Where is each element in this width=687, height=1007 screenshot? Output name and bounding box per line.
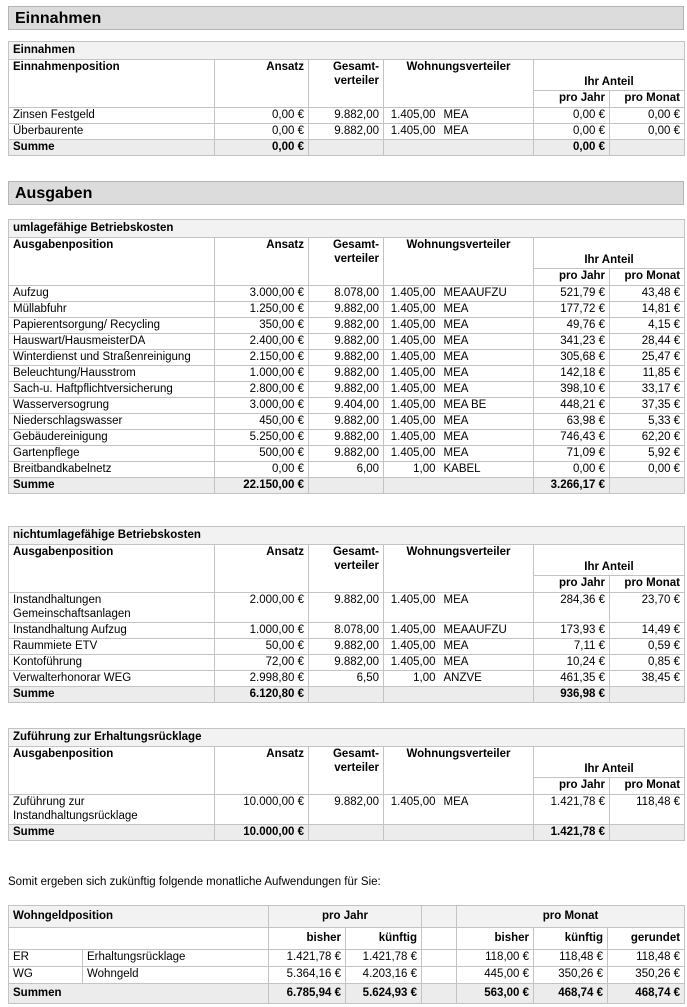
pro-monat-value: 23,70 € [610, 593, 685, 623]
pro-jahr-value: 49,76 € [534, 318, 610, 334]
pro-jahr-value: 1.421,78 € [534, 795, 610, 825]
wohnungsverteiler-value: 1.405,00 [384, 639, 440, 655]
position-name: Verwalterhonorar WEG [9, 671, 215, 687]
empty-cell [309, 687, 384, 703]
empty-cell [384, 140, 534, 156]
wohnungsverteiler-header: Wohnungsverteiler [384, 60, 534, 108]
table-row [9, 655, 685, 671]
position-name: Gebäudereinigung [9, 430, 215, 446]
wohnungsverteiler-value: 1.405,00 [384, 334, 440, 350]
verteiler-key: MEA [440, 795, 534, 825]
gesamtverteiler-header: Gesamt-verteiler [309, 238, 384, 286]
monat-kuenftig-value: 350,26 € [534, 967, 608, 984]
gesamtverteiler-value: 9.882,00 [309, 318, 384, 334]
pro-monat-value: 5,33 € [610, 414, 685, 430]
position-name: Aufzug [9, 286, 215, 302]
ihr-anteil-header: Ihr Anteil [534, 747, 685, 778]
verteiler-key: MEA [440, 366, 534, 382]
position-name: Erhaltungsrücklage [83, 950, 269, 967]
wohnungsverteiler-value: 1,00 [384, 462, 440, 478]
verteiler-key: MEA [440, 655, 534, 671]
pro-jahr-value: 305,68 € [534, 350, 610, 366]
ansatz-value: 5.250,00 € [215, 430, 309, 446]
position-name: Raummiete ETV [9, 639, 215, 655]
pro-jahr-sum: 3.266,17 € [534, 478, 610, 494]
pro-jahr-value: 142,18 € [534, 366, 610, 382]
pro-jahr-sum: 0,00 € [534, 140, 610, 156]
verteiler-key: MEA [440, 108, 534, 124]
table-row [9, 462, 685, 478]
pro-monat-value: 0,59 € [610, 639, 685, 655]
summe-row [9, 825, 685, 841]
table-title: Zuführung zur Erhaltungsrücklage [9, 729, 685, 747]
spacer-cell [422, 928, 457, 950]
empty-cell [9, 928, 269, 950]
position-code: WG [9, 967, 83, 984]
pro-monat-value: 28,44 € [610, 334, 685, 350]
pro-monat-header: pro Monat [610, 269, 685, 286]
summe-row [9, 140, 685, 156]
position-name: Kontoführung [9, 655, 215, 671]
pro-jahr-value: 177,72 € [534, 302, 610, 318]
gerundet-value: 350,26 € [608, 967, 685, 984]
ihr-anteil-header: Ihr Anteil [534, 545, 685, 576]
position-header: Ausgabenposition [9, 238, 215, 286]
ansatz-value: 2.998,80 € [215, 671, 309, 687]
nichtumlagefaehige-betriebskosten-table [8, 526, 685, 703]
wohnungsverteiler-value: 1.405,00 [384, 398, 440, 414]
jahr-bisher-sum: 6.785,94 € [269, 984, 346, 1004]
monat-kuenftig-header: künftig [534, 928, 608, 950]
pro-monat-value: 33,17 € [610, 382, 685, 398]
verteiler-key: ANZVE [440, 671, 534, 687]
summe-label: Summe [9, 478, 215, 494]
wohnungsverteiler-value: 1.405,00 [384, 366, 440, 382]
empty-cell [384, 687, 534, 703]
table-title: umlagefähige Betriebskosten [9, 220, 685, 238]
wohngeld-summary-table [8, 905, 685, 1004]
table-row [9, 430, 685, 446]
pro-jahr-header: pro Jahr [534, 91, 610, 108]
pro-monat-header: pro Monat [457, 906, 685, 928]
pro-jahr-value: 63,98 € [534, 414, 610, 430]
monat-bisher-value: 118,00 € [457, 950, 534, 967]
position-header: Ausgabenposition [9, 545, 215, 593]
table-row [9, 366, 685, 382]
gesamtverteiler-value: 6,50 [309, 671, 384, 687]
verteiler-key: MEA [440, 334, 534, 350]
section-title-einnahmen: Einnahmen [8, 6, 684, 30]
pro-jahr-value: 398,10 € [534, 382, 610, 398]
empty-cell [384, 478, 534, 494]
verteiler-key: MEA BE [440, 398, 534, 414]
pro-jahr-sum: 1.421,78 € [534, 825, 610, 841]
verteiler-key: MEA [440, 414, 534, 430]
verteiler-key: MEA [440, 350, 534, 366]
empty-cell [309, 825, 384, 841]
summe-label: Summe [9, 140, 215, 156]
gesamtverteiler-value: 9.882,00 [309, 593, 384, 623]
pro-jahr-sum: 936,98 € [534, 687, 610, 703]
pro-monat-value: 25,47 € [610, 350, 685, 366]
gesamtverteiler-header: Gesamt-verteiler [309, 545, 384, 593]
pro-monat-value: 4,15 € [610, 318, 685, 334]
ihr-anteil-header: Ihr Anteil [534, 238, 685, 269]
pro-monat-value: 0,85 € [610, 655, 685, 671]
summe-label: Summe [9, 825, 215, 841]
summe-label: Summe [9, 687, 215, 703]
ansatz-value: 500,00 € [215, 446, 309, 462]
jahr-kuenftig-header: künftig [346, 928, 422, 950]
pro-jahr-value: 284,36 € [534, 593, 610, 623]
wohnungsverteiler-value: 1.405,00 [384, 286, 440, 302]
jahr-kuenftig-sum: 5.624,93 € [346, 984, 422, 1004]
ansatz-value: 72,00 € [215, 655, 309, 671]
wohnungsverteiler-header: Wohnungsverteiler [384, 238, 534, 286]
gesamtverteiler-value: 6,00 [309, 462, 384, 478]
position-name: Papierentsorgung/ Recycling [9, 318, 215, 334]
table-row [9, 593, 685, 623]
ansatz-value: 1.250,00 € [215, 302, 309, 318]
pro-jahr-value: 7,11 € [534, 639, 610, 655]
wohnungsverteiler-value: 1.405,00 [384, 655, 440, 671]
pro-jahr-header: pro Jahr [534, 778, 610, 795]
monat-bisher-value: 445,00 € [457, 967, 534, 984]
wohnungsverteiler-header: Wohnungsverteiler [384, 747, 534, 795]
empty-cell [610, 825, 685, 841]
pro-jahr-value: 341,23 € [534, 334, 610, 350]
ansatz-value: 1.000,00 € [215, 623, 309, 639]
wohnungsverteiler-value: 1.405,00 [384, 350, 440, 366]
position-name: Wohngeld [83, 967, 269, 984]
position-name: Breitbandkabelnetz [9, 462, 215, 478]
position-header: Einnahmenposition [9, 60, 215, 108]
verteiler-key: MEA [440, 124, 534, 140]
table-row [9, 350, 685, 366]
spacer-cell [422, 906, 457, 928]
summe-row [9, 478, 685, 494]
table-row [9, 382, 685, 398]
table-title: Einnahmen [9, 42, 685, 60]
gesamtverteiler-value: 9.882,00 [309, 124, 384, 140]
gesamtverteiler-value: 9.882,00 [309, 382, 384, 398]
ansatz-value: 2.800,00 € [215, 382, 309, 398]
erhaltungsruecklage-table [8, 728, 685, 841]
ansatz-value: 0,00 € [215, 108, 309, 124]
gesamtverteiler-value: 9.882,00 [309, 639, 384, 655]
gesamtverteiler-value: 8.078,00 [309, 623, 384, 639]
position-name: Müllabfuhr [9, 302, 215, 318]
pro-monat-header: pro Monat [610, 778, 685, 795]
position-code: ER [9, 950, 83, 967]
wohnungsverteiler-header: Wohnungsverteiler [384, 545, 534, 593]
gesamtverteiler-header: Gesamt-verteiler [309, 747, 384, 795]
ansatz-sum: 22.150,00 € [215, 478, 309, 494]
monat-kuenftig-sum: 468,74 € [534, 984, 608, 1004]
pro-monat-value: 0,00 € [610, 124, 685, 140]
gesamtverteiler-value: 9.882,00 [309, 795, 384, 825]
gesamtverteiler-value: 9.882,00 [309, 302, 384, 318]
verteiler-key: MEA [440, 382, 534, 398]
summen-row [9, 984, 685, 1004]
gesamtverteiler-value: 9.404,00 [309, 398, 384, 414]
jahr-kuenftig-value: 1.421,78 € [346, 950, 422, 967]
table-title: nichtumlagefähige Betriebskosten [9, 527, 685, 545]
pro-jahr-value: 746,43 € [534, 430, 610, 446]
position-name: Zinsen Festgeld [9, 108, 215, 124]
ansatz-value: 2.150,00 € [215, 350, 309, 366]
section-title-ausgaben: Ausgaben [8, 181, 684, 205]
pro-jahr-value: 0,00 € [534, 462, 610, 478]
wohnungsverteiler-value: 1.405,00 [384, 446, 440, 462]
table-row [9, 414, 685, 430]
wohngeldposition-header: Wohngeldposition [9, 906, 269, 928]
ansatz-value: 2.400,00 € [215, 334, 309, 350]
ihr-anteil-header: Ihr Anteil [534, 60, 685, 91]
gerundet-value: 118,48 € [608, 950, 685, 967]
table-row [9, 302, 685, 318]
position-name: Hauswart/HausmeisterDA [9, 334, 215, 350]
pro-jahr-value: 0,00 € [534, 124, 610, 140]
empty-cell [610, 140, 685, 156]
jahr-bisher-value: 1.421,78 € [269, 950, 346, 967]
position-name: Überbaurente [9, 124, 215, 140]
einnahmen-table [8, 41, 685, 156]
wohnungsverteiler-value: 1.405,00 [384, 623, 440, 639]
verteiler-key: MEA [440, 639, 534, 655]
position-name: Instandhaltung Aufzug [9, 623, 215, 639]
wohnungsverteiler-value: 1.405,00 [384, 430, 440, 446]
empty-cell [309, 140, 384, 156]
summary-intro-text: Somit ergeben sich zukünftig folgende monatliche Aufwendungen für Sie: [8, 876, 381, 888]
summen-label: Summen [9, 984, 269, 1004]
ansatz-value: 450,00 € [215, 414, 309, 430]
wohnungsverteiler-value: 1,00 [384, 671, 440, 687]
jahr-bisher-header: bisher [269, 928, 346, 950]
pro-jahr-value: 71,09 € [534, 446, 610, 462]
pro-jahr-value: 461,35 € [534, 671, 610, 687]
verteiler-key: MEA [440, 430, 534, 446]
ansatz-value: 1.000,00 € [215, 366, 309, 382]
pro-jahr-header: pro Jahr [534, 576, 610, 593]
table-row [9, 124, 685, 140]
pro-monat-value: 0,00 € [610, 462, 685, 478]
gesamtverteiler-value: 9.882,00 [309, 366, 384, 382]
position-name: Wasserversogrung [9, 398, 215, 414]
pro-monat-header: pro Monat [610, 91, 685, 108]
gesamtverteiler-value: 9.882,00 [309, 108, 384, 124]
pro-jahr-value: 521,79 € [534, 286, 610, 302]
position-header: Ausgabenposition [9, 747, 215, 795]
ansatz-header: Ansatz [215, 238, 309, 286]
pro-monat-value: 14,49 € [610, 623, 685, 639]
summe-row [9, 687, 685, 703]
pro-monat-value: 14,81 € [610, 302, 685, 318]
ansatz-value: 3.000,00 € [215, 398, 309, 414]
monat-bisher-sum: 563,00 € [457, 984, 534, 1004]
position-name: Winterdienst und Straßenreinigung [9, 350, 215, 366]
pro-monat-value: 62,20 € [610, 430, 685, 446]
gesamtverteiler-value: 8.078,00 [309, 286, 384, 302]
pro-monat-value: 38,45 € [610, 671, 685, 687]
table-row [9, 446, 685, 462]
table-row [9, 795, 685, 825]
gesamtverteiler-value: 9.882,00 [309, 414, 384, 430]
ansatz-sum: 0,00 € [215, 140, 309, 156]
ansatz-value: 0,00 € [215, 462, 309, 478]
empty-cell [309, 478, 384, 494]
table-row [9, 671, 685, 687]
gesamtverteiler-value: 9.882,00 [309, 350, 384, 366]
verteiler-key: KABEL [440, 462, 534, 478]
table-row [9, 967, 685, 984]
wohnungsverteiler-value: 1.405,00 [384, 108, 440, 124]
position-name: Beleuchtung/Hausstrom [9, 366, 215, 382]
pro-monat-value: 43,48 € [610, 286, 685, 302]
position-name: Instandhaltungen Gemeinschaftsanlagen [9, 593, 215, 623]
wohnungsverteiler-value: 1.405,00 [384, 302, 440, 318]
gesamtverteiler-value: 9.882,00 [309, 655, 384, 671]
pro-jahr-value: 0,00 € [534, 108, 610, 124]
pro-monat-value: 118,48 € [610, 795, 685, 825]
verteiler-key: MEA [440, 302, 534, 318]
verteiler-key: MEA [440, 593, 534, 623]
position-name: Gartenpflege [9, 446, 215, 462]
wohnungsverteiler-value: 1.405,00 [384, 795, 440, 825]
empty-cell [610, 478, 685, 494]
pro-jahr-value: 10,24 € [534, 655, 610, 671]
pro-jahr-header: pro Jahr [534, 269, 610, 286]
position-name: Sach-u. Haftpflichtversicherung [9, 382, 215, 398]
monat-kuenftig-value: 118,48 € [534, 950, 608, 967]
ansatz-header: Ansatz [215, 545, 309, 593]
jahr-bisher-value: 5.364,16 € [269, 967, 346, 984]
spacer-cell [422, 984, 457, 1004]
umlagefaehige-betriebskosten-table [8, 219, 685, 494]
ansatz-value: 0,00 € [215, 124, 309, 140]
wohnungsverteiler-value: 1.405,00 [384, 124, 440, 140]
empty-cell [610, 687, 685, 703]
verteiler-key: MEAAUFZU [440, 286, 534, 302]
jahr-kuenftig-value: 4.203,16 € [346, 967, 422, 984]
position-name: Zuführung zur Instandhaltungsrücklage [9, 795, 215, 825]
ansatz-value: 3.000,00 € [215, 286, 309, 302]
ansatz-sum: 10.000,00 € [215, 825, 309, 841]
verteiler-key: MEAAUFZU [440, 623, 534, 639]
pro-monat-value: 11,85 € [610, 366, 685, 382]
pro-jahr-value: 448,21 € [534, 398, 610, 414]
empty-cell [384, 825, 534, 841]
ansatz-header: Ansatz [215, 60, 309, 108]
wohnungsverteiler-value: 1.405,00 [384, 382, 440, 398]
monat-bisher-header: bisher [457, 928, 534, 950]
table-row [9, 108, 685, 124]
ansatz-value: 50,00 € [215, 639, 309, 655]
table-row [9, 623, 685, 639]
gerundet-sum: 468,74 € [608, 984, 685, 1004]
gesamtverteiler-value: 9.882,00 [309, 446, 384, 462]
ansatz-sum: 6.120,80 € [215, 687, 309, 703]
position-name: Niederschlagswasser [9, 414, 215, 430]
table-row [9, 286, 685, 302]
wohnungsverteiler-value: 1.405,00 [384, 318, 440, 334]
spacer-cell [422, 967, 457, 984]
pro-monat-header: pro Monat [610, 576, 685, 593]
table-row [9, 334, 685, 350]
table-row [9, 639, 685, 655]
verteiler-key: MEA [440, 318, 534, 334]
table-row [9, 950, 685, 967]
spacer-cell [422, 950, 457, 967]
table-row [9, 318, 685, 334]
pro-monat-value: 0,00 € [610, 108, 685, 124]
gesamtverteiler-value: 9.882,00 [309, 334, 384, 350]
ansatz-value: 350,00 € [215, 318, 309, 334]
pro-monat-value: 5,92 € [610, 446, 685, 462]
ansatz-value: 10.000,00 € [215, 795, 309, 825]
pro-jahr-header: pro Jahr [269, 906, 422, 928]
ansatz-header: Ansatz [215, 747, 309, 795]
pro-monat-value: 37,35 € [610, 398, 685, 414]
verteiler-key: MEA [440, 446, 534, 462]
wohnungsverteiler-value: 1.405,00 [384, 414, 440, 430]
wohnungsverteiler-value: 1.405,00 [384, 593, 440, 623]
pro-jahr-value: 173,93 € [534, 623, 610, 639]
ansatz-value: 2.000,00 € [215, 593, 309, 623]
gerundet-header: gerundet [608, 928, 685, 950]
table-row [9, 398, 685, 414]
gesamtverteiler-header: Gesamt-verteiler [309, 60, 384, 108]
gesamtverteiler-value: 9.882,00 [309, 430, 384, 446]
